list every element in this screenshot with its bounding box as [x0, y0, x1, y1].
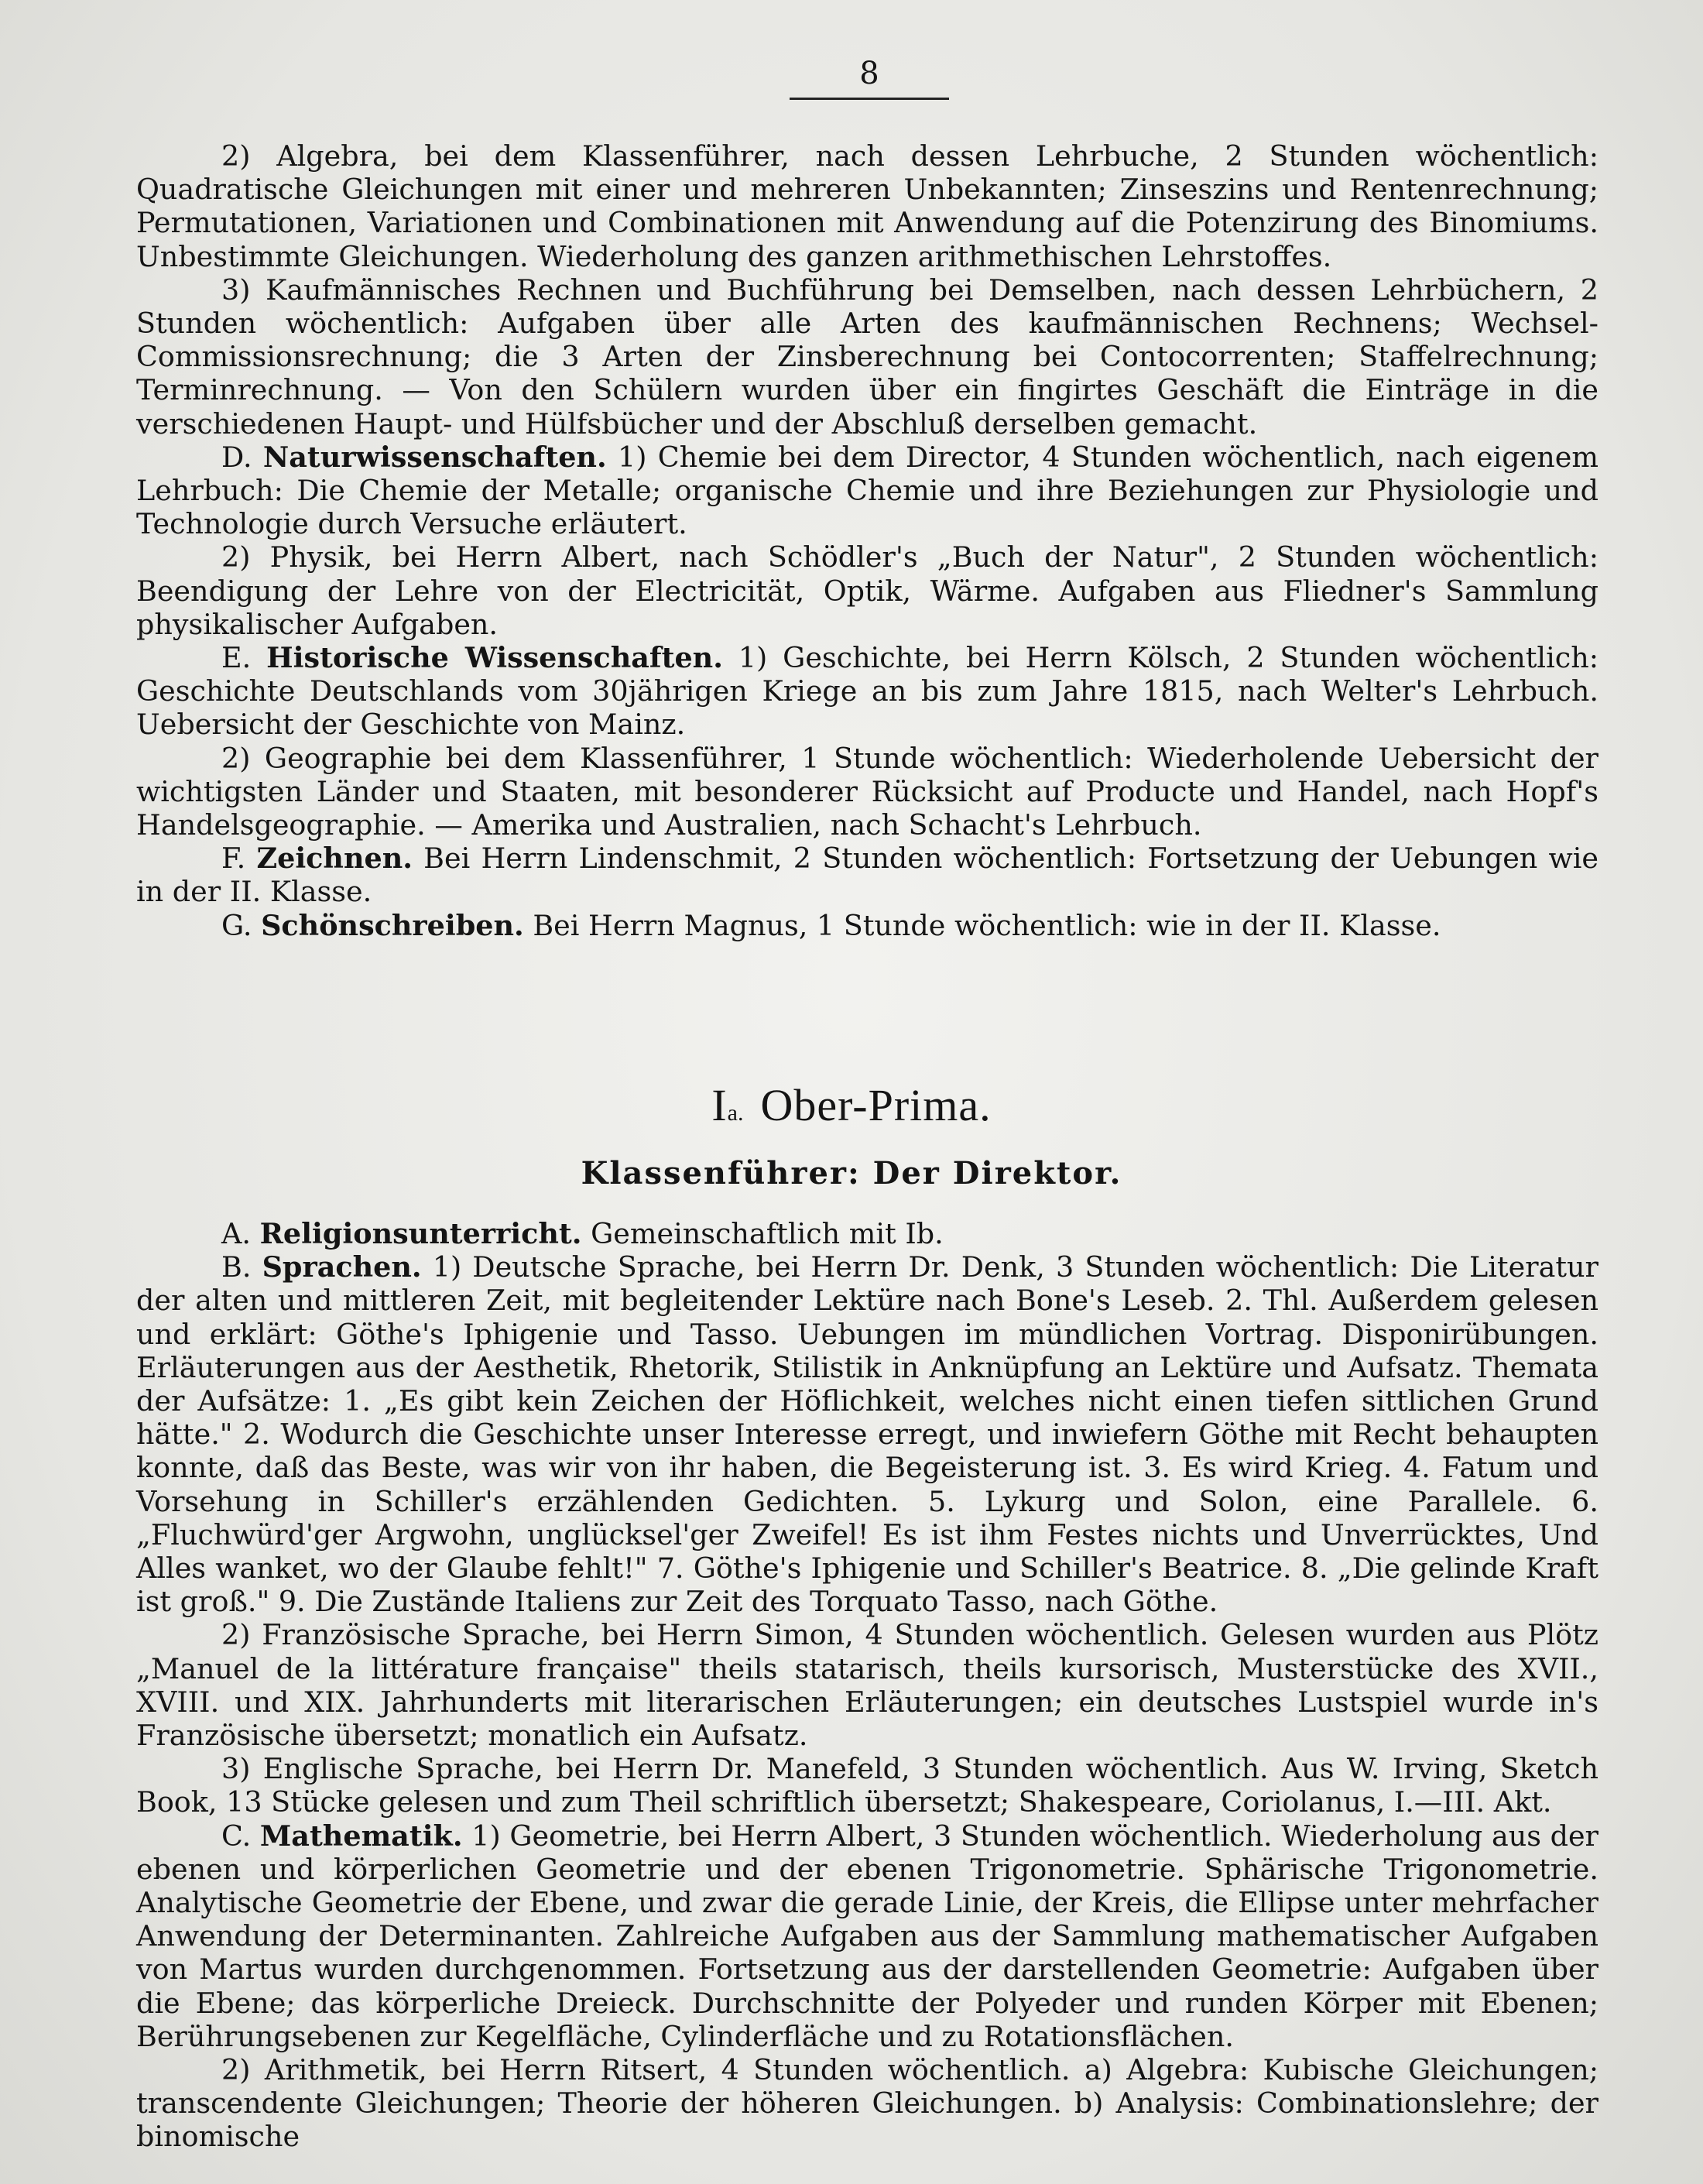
paragraph-sprachen: B. Sprachen. 1) Deutsche Sprache, bei Herrn Dr. Denk, 3 Stunden wöchentlich: Die Literatur der alten und mittleren Zeit, mit begleitender Lektüre nach Bone's Leseb. 2. Thl. Außerdem gelesen und erklärt: Göthe's Iphigenie und Tasso. Uebungen im mündlichen Vortrag. Disponirübungen. Erläuterungen aus der Aesthetik, Rhetorik, Stilistik in Anknüpfung an Lektüre und Aufsatz. Themata der Aufsätze: 1. „Es gibt kein Zeichen der Höflichkeit, welches nicht einen tiefen sittlichen Grund hätte." 2. Wodurch die Geschichte unser Interesse erregt, und inwiefern Göthe mit Recht behaupten konnte, daß das Beste, was wir von ihr haben, die Begeisterung ist. 3. Es wird Krieg. 4. Fatum und Vorsehung in Schiller's erzählenden Gedichten. 5. Lykurg und Solon, eine Parallele. 6. „Fluchwürd'ger Argwohn, unglücksel'ger Zweifel! Es ist ihm Festes nichts und Unverrücktes, Und Alles wanket, wo der Glaube fehlt!" 7. Göthe's Iphigenie und Schiller's Beatrice. 8. „Die gelinde Kraft ist groß." 9. Die Zustände Italiens zur Zeit des Torquato Tasso, nach Göthe.: [136, 1250, 1599, 1619]
paragraph-naturwissenschaften: D. Naturwissenschaften. 1) Chemie bei dem Director, 4 Stunden wöchentlich, nach eigenem Lehrbuch: Die Chemie der Metalle; organische Chemie und ihre Beziehungen zur Physiologie und Technologie durch Versuche erläutert.: [136, 440, 1598, 541]
section-title: Ia. Ober-Prima.: [711, 1080, 992, 1130]
paragraph-physik: 2) Physik, bei Herrn Albert, nach Schödler's „Buch der Natur", 2 Stunden wöchentlich: Beendigung der Lehre von der Electricität, Optik, Wärme. Aufgaben aus Fliedner's Sammlung physikalischer Aufgaben.: [136, 540, 1598, 641]
paragraph-mathematik: C. Mathematik. 1) Geometrie, bei Herrn Albert, 3 Stunden wöchentlich. Wiederholung aus der ebenen und körperlichen Geometrie und der ebenen Trigonometrie. Sphärische Trigonometrie. Analytische Geometrie der Ebene, und zwar die gerade Linie, der Kreis, die Ellipse unter mehrfacher Anwendung der Determinanten. Zahlreiche Aufgaben aus der Sammlung mathematischer Aufgaben von Martus wurden durchgenommen. Fortsetzung aus der darstellenden Geometrie: Aufgaben über die Ebene; das körperliche Dreieck. Durchschnitte der Polyeder und runden Körper mit Ebenen; Berührungsebenen zur Kegelfläche, Cylinderfläche und zu Rotationsflächen.: [136, 1819, 1598, 2053]
heading-mathematik: Mathematik.: [259, 1819, 463, 1853]
heading-religionsunterricht: Religionsunterricht.: [259, 1217, 582, 1250]
class-leader-line: Klassenführer: Der Direktor.: [581, 1155, 1122, 1191]
lower-text-block: [136, 1217, 1598, 2154]
heading-schoenschreiben: Schönschreiben.: [261, 908, 524, 942]
page-number-rule: [790, 98, 949, 100]
paragraph-franzoesisch: 2) Französische Sprache, bei Herrn Simon, 4 Stunden wöchentlich. Gelesen wurden aus Plötz „Manuel de la littérature française" theils statarisch, theils kursorisch, Musterstücke des XVII., XVIII. und XIX. Jahrhunderts mit literarischen Erläuterungen; ein deutsches Lustspiel wurde in's Französische übersetzt; monatlich ein Aufsatz.: [136, 1618, 1598, 1753]
paragraph-religionsunterricht: A. Religionsunterricht. Gemeinschaftlich mit Ib.: [221, 1217, 944, 1250]
upper-text-block: [136, 139, 1598, 942]
heading-sprachen: Sprachen.: [262, 1250, 422, 1284]
paragraph-englisch: 3) Englische Sprache, bei Herrn Dr. Manefeld, 3 Stunden wöchentlich. Aus W. Irving, Sketch Book, 13 Stücke gelesen und zum Theil schriftlich übersetzt; Shakespeare, Coriolanus, I.—III. Akt.: [136, 1752, 1598, 1819]
paragraph-zeichnen: F. Zeichnen. Bei Herrn Lindenschmit, 2 Stunden wöchentlich: Fortsetzung der Uebungen wie in der II. Klasse.: [136, 842, 1599, 909]
heading-naturwissenschaften: Naturwissenschaften.: [262, 440, 607, 474]
paragraph-schoenschreiben: G. Schönschreiben. Bei Herrn Magnus, 1 Stunde wöchentlich: wie in der II. Klasse.: [221, 908, 1441, 942]
paragraph-historische-wissenschaften: E. Historische Wissenschaften. 1) Geschichte, bei Herrn Kölsch, 2 Stunden wöchentlich: Geschichte Deutschlands vom 30jährigen Kriege an bis zum Jahre 1815, nach Welter's Lehrbuch. Uebersicht der Geschichte von Mainz.: [136, 641, 1598, 742]
heading-historische-wissenschaften: Historische Wissenschaften.: [266, 641, 723, 675]
paragraph-arithmetik: 2) Arithmetik, bei Herrn Ritsert, 4 Stunden wöchentlich. a) Algebra: Kubische Gleichungen; transcendente Gleichungen; Theorie der höheren Gleichungen. b) Analysis: Combinationslehre; der binomische: [136, 2053, 1598, 2154]
paragraph-geographie: 2) Geographie bei dem Klassenführer, 1 Stunde wöchentlich: Wiederholende Uebersicht der wichtigsten Länder und Staaten, mit besonderer Rücksicht auf Producte und Handel, nach Hopf's Handelsgeographie. — Amerika und Australien, nach Schacht's Lehrbuch.: [136, 741, 1598, 842]
paragraph-kaufmaennisches-rechnen: 3) Kaufmännisches Rechnen und Buchführung bei Demselben, nach dessen Lehrbüchern, 2 Stunden wöchentlich: Aufgaben über alle Arten des kaufmännischen Rechnens; Wechsel-Commissionsrechnung; die 3 Arten der Zinsberechnung bei Contocorrenten; Staffelrechnung; Terminrechnung. — Von den Schülern wurden über ein fingirtes Geschäft die Einträge in die verschiedenen Haupt- und Hülfsbücher und der Abschluß derselben gemacht.: [136, 273, 1598, 441]
paragraph-algebra: 2) Algebra, bei dem Klassenführer, nach dessen Lehrbuche, 2 Stunden wöchentlich: Quadratische Gleichungen mit einer und mehreren Unbekannten; Zinseszins und Rentenrechnung; Permutationen, Variationen und Combinationen mit Anwendung auf die Potenzirung des Binomiums. Unbestimmte Gleichungen. Wiederholung des ganzen arithmethischen Lehrstoffes.: [136, 139, 1598, 273]
page-number: 8: [859, 56, 879, 91]
heading-zeichnen: Zeichnen.: [256, 842, 413, 876]
